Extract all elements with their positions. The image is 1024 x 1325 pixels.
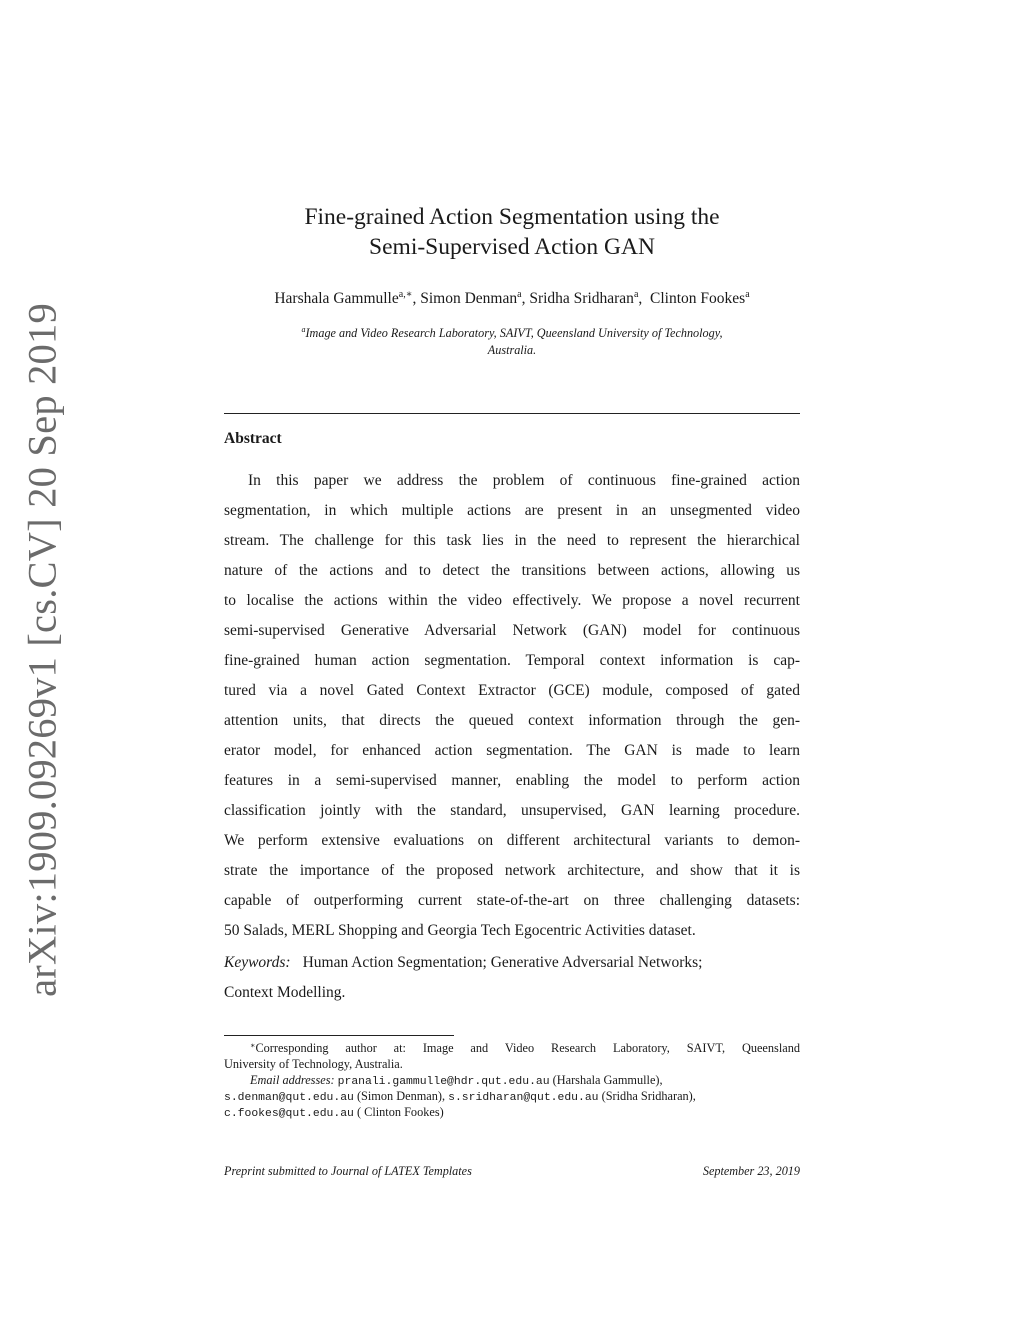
author-mark: a — [633, 289, 639, 300]
footnote-rule — [224, 1035, 454, 1036]
email-owner: (Simon Denman), — [353, 1089, 449, 1103]
title-line-1: Fine-grained Action Segmentation using the — [304, 204, 720, 230]
abstract-line: fine-grained human action segmentation. Temporal context information is cap- — [224, 652, 800, 669]
email-owner: (Harshala Gammulle), — [549, 1073, 663, 1087]
keywords-line-1 — [224, 948, 800, 978]
abstract-line: semi-supervised Generative Adversarial Network (GAN) model for continuous — [224, 622, 800, 639]
keywords-line-2: Context Modelling. — [224, 984, 346, 1001]
keywords — [224, 948, 800, 1008]
author-separator: , — [521, 290, 530, 307]
abstract-line: features in a semi-supervised manner, enabling the model to perform action — [224, 772, 800, 789]
author-name: Simon Denman — [420, 290, 518, 307]
abstract-line: In this paper we address the problem of continuous fine-grained action — [248, 472, 800, 489]
email-line-1 — [224, 1072, 800, 1088]
keywords-text: Human Action Segmentation; Generative Adversarial Networks; — [302, 954, 703, 971]
author-separator: , — [638, 290, 651, 307]
affiliation-line-2: Australia. — [487, 343, 537, 357]
affiliation-text: Image and Video Research Laboratory, SAIVT, Queensland University of Technology, — [305, 326, 723, 340]
footer-journal: Preprint submitted to Journal of LATEX Templates — [224, 1164, 472, 1178]
author-name: Sridha Sridharan — [529, 290, 634, 307]
author-mark: a,∗ — [398, 289, 413, 300]
keywords-label: Keywords: — [224, 954, 291, 971]
email-owner: ( Clinton Fookes) — [353, 1105, 444, 1119]
abstract-line: classification jointly with the standard, unsupervised, GAN learning procedure. — [224, 802, 800, 819]
email-line-2 — [224, 1088, 800, 1104]
abstract-rule — [224, 413, 800, 414]
abstract-line: capable of outperforming current state-of-the-art on three challenging datasets: — [224, 892, 800, 909]
abstract-heading: Abstract — [224, 430, 282, 447]
corresponding-author-text: Corresponding author at: Image and Video Research Laboratory, SAIVT, Queensland — [255, 1041, 800, 1055]
author-name: Harshala Gammulle — [274, 290, 399, 307]
author-mark: a — [517, 289, 522, 300]
footer-date: September 23, 2019 — [702, 1164, 800, 1178]
corresponding-author-line-2: University of Technology, Australia. — [224, 1057, 403, 1071]
abstract-line: stream. The challenge for this task lies in the need to represent the hierarchical — [224, 532, 800, 549]
abstract-line: strate the importance of the proposed network architecture, and show that it is — [224, 862, 800, 879]
email-link[interactable]: s.sridharan@qut.edu.au — [448, 1092, 599, 1104]
abstract-line: to localise the actions within the video effectively. We propose a novel recurrent — [224, 592, 800, 609]
abstract-line: erator model, for enhanced action segmentation. The GAN is made to learn — [224, 742, 800, 759]
email-label: Email addresses: — [250, 1073, 335, 1087]
email-link[interactable]: s.denman@qut.edu.au — [224, 1092, 354, 1104]
author-mark: a — [745, 289, 750, 300]
abstract-line: 50 Salads, MERL Shopping and Georgia Tech Egocentric Activities dataset. — [224, 922, 696, 939]
arxiv-identifier: arXiv:1909.09269v1 [cs.CV] 20 Sep 2019 — [19, 303, 65, 997]
title-line-2: Semi-Supervised Action GAN — [369, 234, 655, 260]
email-link[interactable]: c.fookes@qut.edu.au — [224, 1108, 354, 1120]
paper-title — [224, 202, 800, 262]
footnotes — [224, 1040, 800, 1120]
abstract-line: segmentation, in which multiple actions are present in an unsegmented video — [224, 502, 800, 519]
abstract-line: nature of the actions and to detect the transitions between actions, allowing us — [224, 562, 800, 579]
affiliation-mark: a — [301, 325, 306, 334]
author-name: Clinton Fookes — [650, 290, 746, 307]
email-owner: (Sridha Sridharan), — [598, 1089, 696, 1103]
email-line-3 — [224, 1104, 800, 1120]
affiliation — [200, 325, 824, 359]
affiliation-line-1 — [200, 325, 824, 342]
author-separator: , — [412, 290, 421, 307]
footnote-mark: ∗ — [250, 1041, 256, 1050]
email-link[interactable]: pranali.gammulle@hdr.qut.edu.au — [337, 1076, 550, 1088]
abstract-line: attention units, that directs the queued context information through the gen- — [224, 712, 800, 729]
abstract-line: tured via a novel Gated Context Extractor (GCE) module, composed of gated — [224, 682, 800, 699]
author-list — [200, 289, 824, 309]
abstract-line: We perform extensive evaluations on different architectural variants to demon- — [224, 832, 800, 849]
abstract-body — [224, 466, 800, 946]
corresponding-author-line — [224, 1040, 800, 1056]
